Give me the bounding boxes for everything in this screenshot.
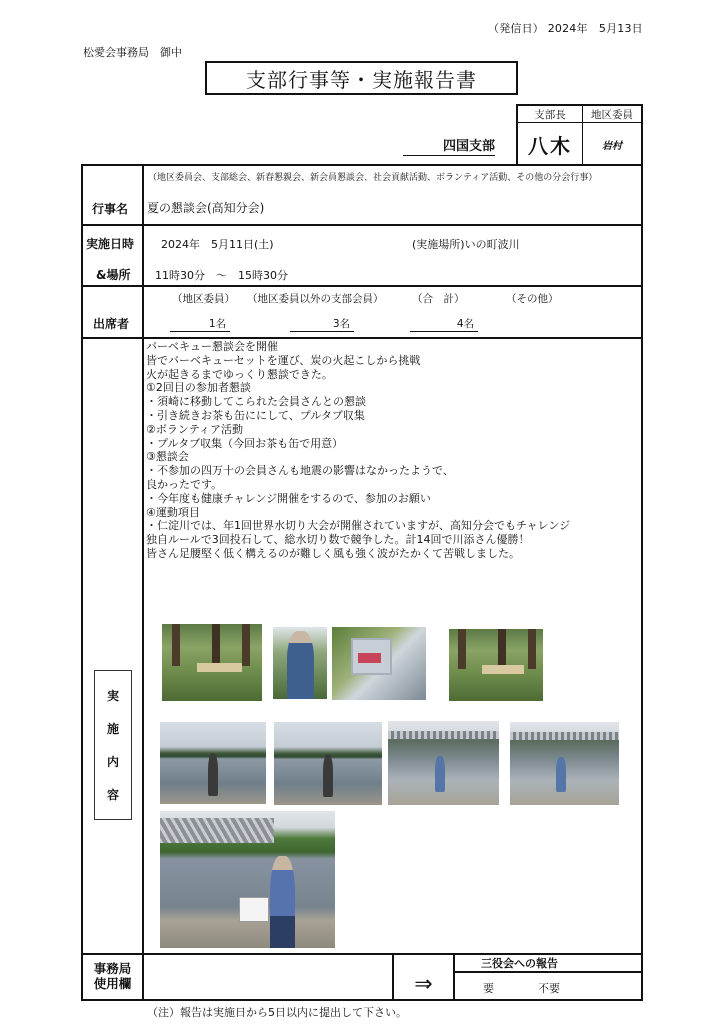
office-label-line1: 事務局: [93, 961, 132, 976]
content-line: ②ボランティア活動: [146, 422, 243, 436]
content-body: [144, 339, 641, 953]
content-line: ・不参加の四万十の会員さんも地震の影響はなかったようで、: [146, 464, 454, 478]
option-required[interactable]: 要: [483, 982, 494, 995]
office-label: [83, 961, 142, 991]
content-row: [83, 339, 641, 955]
photo-picnic-table: [449, 629, 543, 701]
content-line: 皆さん足腰堅く低く構えるのが難しく風も強く波がたかくて苦戦しました。: [146, 546, 520, 560]
content-label-char: 内: [106, 755, 119, 769]
content-line: 独自ルールで3回投石して、総水切り数で競争した。計14回で川添さん優勝！: [146, 533, 530, 547]
option-not-required[interactable]: 不要: [538, 982, 560, 995]
office-label-cell: [83, 955, 144, 999]
district-committee-signature: 岩村: [602, 140, 622, 152]
executive-report-header: 三役会への報告: [455, 955, 641, 973]
office-row: [83, 955, 641, 999]
attendance-total-count: 4名: [410, 316, 478, 332]
photo-stone-skipping-1: [160, 722, 266, 804]
document-title: [205, 61, 518, 95]
district-committee-header: 地区委員: [583, 106, 641, 123]
photo-member-holding-meat: [273, 627, 327, 699]
event-time: 11時30分 ～ 15時30分: [155, 269, 288, 282]
attendance-header-district: （地区委員）: [172, 293, 235, 305]
place-label: &場所: [96, 268, 131, 282]
content-line: ・今年度も健康チャレンジ開催をするので、参加のお願い: [146, 491, 431, 505]
branch-head-signature: 八木: [518, 123, 583, 165]
content-line: バーベキュー懇談会を開催: [146, 340, 278, 353]
content-line: ①2回目の参加者懇談: [146, 381, 251, 395]
submission-note: （注）報告は実施日から5日以内に提出して下さい。: [147, 1006, 407, 1019]
photo-stone-skipping-4: [510, 722, 619, 805]
date-place-row: [83, 226, 641, 287]
content-label-cell: [83, 339, 144, 953]
event-place: (実施場所)いの町波川: [412, 238, 520, 251]
content-label-char: 施: [106, 722, 119, 736]
content-line: ・プルタブ収集（今回お茶も缶で用意）: [146, 436, 344, 450]
event-body: [144, 166, 641, 224]
office-body: [144, 955, 641, 999]
attendance-header-total: （合 計）: [412, 293, 465, 305]
event-type-hint: （地区委員会、支部総会、新春懇親会、新会員懇談会、社会貢献活動、ボランティア活動、その他の分会行事）: [148, 173, 598, 183]
date-place-body: [144, 226, 641, 285]
content-line: ・須崎に移動してこられた会員さんとの懇談: [146, 395, 366, 409]
attendance-label: 出席者: [93, 317, 130, 331]
document-title-text: 支部行事等・実施報告書: [246, 67, 477, 92]
approval-stamps: [516, 104, 643, 165]
photo-stone-skipping-2: [274, 722, 382, 805]
branch-head-header: 支部長: [518, 106, 583, 123]
photo-winner-with-sign: [160, 811, 335, 948]
content-label: [94, 670, 132, 820]
arrow-glyph: ⇒: [414, 972, 433, 997]
date-place-label-cell: [83, 226, 144, 285]
event-label: 行事名: [92, 202, 129, 216]
event-label-cell: [83, 166, 144, 224]
content-line: ・引き続きお茶も缶ににして、プルタブ収集: [146, 408, 365, 422]
content-line: ④運動項目: [146, 505, 200, 519]
content-line: 火が起きるまでゆっくり懇談できた。: [146, 367, 333, 381]
photo-cooler-box: [332, 627, 426, 700]
content-label-char: 実: [106, 689, 119, 703]
event-row: [83, 166, 641, 226]
photo-bbq-group: [162, 624, 262, 701]
content-line: ・仁淀川では、年1回世界水切り大会が開催されていますが、高知分会でもチャレンジ: [146, 519, 571, 533]
content-label-char: 容: [106, 788, 119, 802]
content-line: 良かったです。: [146, 477, 223, 491]
attendance-body: [144, 287, 641, 337]
issue-date: （発信日） 2024年 5月13日: [488, 22, 643, 35]
addressee: 松愛会事務局 御中: [83, 46, 182, 59]
attendance-header-other: （その他）: [506, 293, 559, 305]
attendance-row: [83, 287, 641, 339]
photo-stone-skipping-3: [388, 721, 499, 805]
score-sign: [239, 897, 269, 922]
office-use-field[interactable]: [144, 955, 394, 999]
date-label: 実施日時: [86, 237, 135, 251]
event-date: 2024年 5月11日(土): [161, 238, 274, 251]
attendance-header-members: （地区委員以外の支部会員）: [247, 293, 384, 305]
branch-name: 四国支部: [403, 135, 495, 156]
content-text: [146, 340, 570, 561]
executive-report-cell: [455, 955, 641, 999]
attendance-label-cell: [83, 287, 144, 337]
report-form: [81, 164, 643, 1001]
attendance-district-count: 1名: [170, 316, 230, 332]
content-line: ③懇談会: [146, 450, 189, 464]
content-line: 皆でバーベキューセットを運び、炭の火起こしから挑戦: [146, 353, 421, 367]
event-name: 夏の懇談会(高知分会): [147, 201, 265, 215]
attendance-members-count: 3名: [290, 316, 354, 332]
arrow-icon: [394, 955, 455, 999]
office-label-line2: 使用欄: [93, 976, 132, 991]
